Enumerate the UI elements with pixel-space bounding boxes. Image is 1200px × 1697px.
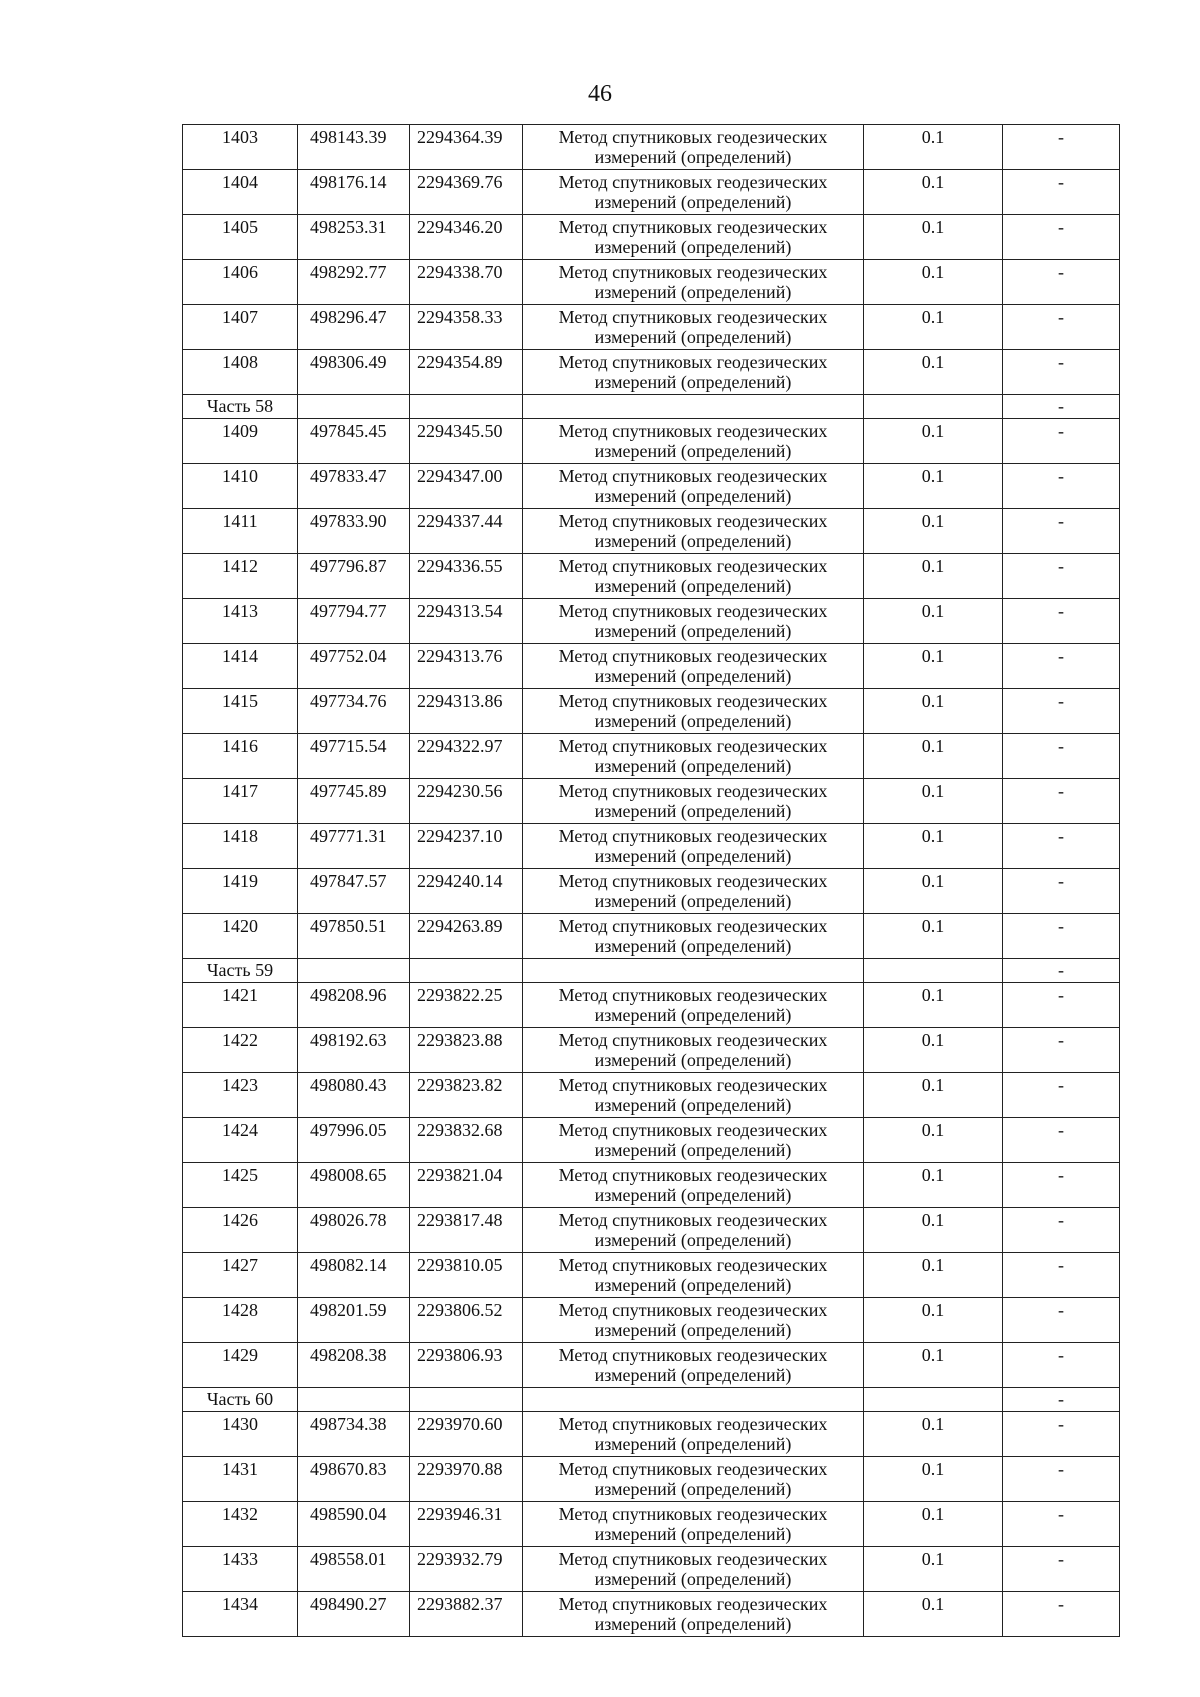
section-row (183, 395, 1120, 419)
description-cell: - (1003, 1253, 1120, 1298)
y-coordinate-cell: 2294313.76 (410, 644, 523, 689)
y-coordinate-cell: 2294313.54 (410, 599, 523, 644)
y-coordinate-cell: 2294364.39 (410, 125, 523, 170)
section-title: Часть 60 (183, 1388, 298, 1412)
y-coordinate-cell: 2294336.55 (410, 554, 523, 599)
y-coordinate-cell: 2293882.37 (410, 1592, 523, 1637)
method-cell: Метод спутниковых геодезических измерений (определений) (523, 1208, 864, 1253)
table-row (183, 350, 1120, 395)
accuracy-cell: 0.1 (864, 1547, 1003, 1592)
point-number-cell: 1418 (183, 824, 298, 869)
x-coordinate-cell: 497752.04 (298, 644, 410, 689)
description-cell: - (1003, 824, 1120, 869)
description-cell: - (1003, 1592, 1120, 1637)
accuracy-cell: 0.1 (864, 869, 1003, 914)
accuracy-cell: 0.1 (864, 170, 1003, 215)
x-coordinate-cell: 498008.65 (298, 1163, 410, 1208)
x-coordinate-cell: 497734.76 (298, 689, 410, 734)
x-coordinate-cell: 498490.27 (298, 1592, 410, 1637)
accuracy-cell: 0.1 (864, 824, 1003, 869)
method-cell: Метод спутниковых геодезических измерений (определений) (523, 1073, 864, 1118)
table-row (183, 599, 1120, 644)
accuracy-cell: 0.1 (864, 260, 1003, 305)
x-coordinate-cell: 498253.31 (298, 215, 410, 260)
description-cell: - (1003, 125, 1120, 170)
method-cell: Метод спутниковых геодезических измерений (определений) (523, 1343, 864, 1388)
accuracy-cell: 0.1 (864, 1118, 1003, 1163)
y-coordinate-cell: 2294230.56 (410, 779, 523, 824)
empty-cell (864, 395, 1003, 419)
description-cell: - (1003, 983, 1120, 1028)
table-row (183, 1457, 1120, 1502)
x-coordinate-cell: 498292.77 (298, 260, 410, 305)
description-cell: - (1003, 1388, 1120, 1412)
y-coordinate-cell: 2294345.50 (410, 419, 523, 464)
table-row (183, 125, 1120, 170)
method-cell: Метод спутниковых геодезических измерений (определений) (523, 1502, 864, 1547)
point-number-cell: 1410 (183, 464, 298, 509)
accuracy-cell: 0.1 (864, 734, 1003, 779)
table-row (183, 869, 1120, 914)
table-row (183, 644, 1120, 689)
y-coordinate-cell: 2294358.33 (410, 305, 523, 350)
y-coordinate-cell: 2293823.82 (410, 1073, 523, 1118)
x-coordinate-cell: 498208.38 (298, 1343, 410, 1388)
description-cell: - (1003, 419, 1120, 464)
method-cell: Метод спутниковых геодезических измерений (определений) (523, 779, 864, 824)
x-coordinate-cell: 497833.90 (298, 509, 410, 554)
description-cell: - (1003, 1073, 1120, 1118)
method-cell: Метод спутниковых геодезических измерений (определений) (523, 260, 864, 305)
x-coordinate-cell: 498143.39 (298, 125, 410, 170)
method-cell: Метод спутниковых геодезических измерений (определений) (523, 419, 864, 464)
accuracy-cell: 0.1 (864, 1412, 1003, 1457)
empty-cell (410, 959, 523, 983)
empty-cell (410, 1388, 523, 1412)
x-coordinate-cell: 497771.31 (298, 824, 410, 869)
point-number-cell: 1421 (183, 983, 298, 1028)
point-number-cell: 1432 (183, 1502, 298, 1547)
description-cell: - (1003, 170, 1120, 215)
point-number-cell: 1429 (183, 1343, 298, 1388)
x-coordinate-cell: 498201.59 (298, 1298, 410, 1343)
method-cell: Метод спутниковых геодезических измерений (определений) (523, 125, 864, 170)
x-coordinate-cell: 498176.14 (298, 170, 410, 215)
x-coordinate-cell: 498208.96 (298, 983, 410, 1028)
point-number-cell: 1430 (183, 1412, 298, 1457)
method-cell: Метод спутниковых геодезических измерений (определений) (523, 1592, 864, 1637)
method-cell: Метод спутниковых геодезических измерений (определений) (523, 1118, 864, 1163)
accuracy-cell: 0.1 (864, 1343, 1003, 1388)
table-row (183, 779, 1120, 824)
x-coordinate-cell: 498026.78 (298, 1208, 410, 1253)
description-cell: - (1003, 1028, 1120, 1073)
x-coordinate-cell: 497850.51 (298, 914, 410, 959)
y-coordinate-cell: 2294346.20 (410, 215, 523, 260)
table-row (183, 1547, 1120, 1592)
y-coordinate-cell: 2293817.48 (410, 1208, 523, 1253)
point-number-cell: 1405 (183, 215, 298, 260)
x-coordinate-cell: 497796.87 (298, 554, 410, 599)
method-cell: Метод спутниковых геодезических измерений (определений) (523, 1298, 864, 1343)
accuracy-cell: 0.1 (864, 1073, 1003, 1118)
method-cell: Метод спутниковых геодезических измерений (определений) (523, 509, 864, 554)
y-coordinate-cell: 2294347.00 (410, 464, 523, 509)
method-cell: Метод спутниковых геодезических измерений (определений) (523, 644, 864, 689)
accuracy-cell: 0.1 (864, 554, 1003, 599)
page-number: 46 (588, 81, 612, 107)
method-cell: Метод спутниковых геодезических измерений (определений) (523, 350, 864, 395)
y-coordinate-cell: 2294263.89 (410, 914, 523, 959)
accuracy-cell: 0.1 (864, 983, 1003, 1028)
table-row (183, 1592, 1120, 1637)
point-number-cell: 1427 (183, 1253, 298, 1298)
method-cell: Метод спутниковых геодезических измерений (определений) (523, 599, 864, 644)
table-row (183, 170, 1120, 215)
accuracy-cell: 0.1 (864, 689, 1003, 734)
table-row (183, 260, 1120, 305)
accuracy-cell: 0.1 (864, 215, 1003, 260)
x-coordinate-cell: 498670.83 (298, 1457, 410, 1502)
empty-cell (523, 1388, 864, 1412)
y-coordinate-cell: 2293970.60 (410, 1412, 523, 1457)
accuracy-cell: 0.1 (864, 305, 1003, 350)
method-cell: Метод спутниковых геодезических измерений (определений) (523, 1028, 864, 1073)
table-row (183, 1163, 1120, 1208)
accuracy-cell: 0.1 (864, 1592, 1003, 1637)
section-title: Часть 58 (183, 395, 298, 419)
coordinates-table-body (183, 125, 1120, 1637)
method-cell: Метод спутниковых геодезических измерений (определений) (523, 1457, 864, 1502)
point-number-cell: 1428 (183, 1298, 298, 1343)
table-row (183, 1343, 1120, 1388)
method-cell: Метод спутниковых геодезических измерений (определений) (523, 983, 864, 1028)
description-cell: - (1003, 260, 1120, 305)
method-cell: Метод спутниковых геодезических измерений (определений) (523, 1253, 864, 1298)
description-cell: - (1003, 554, 1120, 599)
x-coordinate-cell: 498296.47 (298, 305, 410, 350)
point-number-cell: 1424 (183, 1118, 298, 1163)
table-row (183, 1028, 1120, 1073)
section-row (183, 1388, 1120, 1412)
method-cell: Метод спутниковых геодезических измерений (определений) (523, 1547, 864, 1592)
y-coordinate-cell: 2293810.05 (410, 1253, 523, 1298)
description-cell: - (1003, 1457, 1120, 1502)
point-number-cell: 1409 (183, 419, 298, 464)
point-number-cell: 1416 (183, 734, 298, 779)
point-number-cell: 1414 (183, 644, 298, 689)
table-row (183, 419, 1120, 464)
x-coordinate-cell: 497847.57 (298, 869, 410, 914)
table-row (183, 824, 1120, 869)
y-coordinate-cell: 2293806.93 (410, 1343, 523, 1388)
y-coordinate-cell: 2293832.68 (410, 1118, 523, 1163)
description-cell: - (1003, 305, 1120, 350)
empty-cell (523, 395, 864, 419)
x-coordinate-cell: 498082.14 (298, 1253, 410, 1298)
y-coordinate-cell: 2294354.89 (410, 350, 523, 395)
point-number-cell: 1419 (183, 869, 298, 914)
point-number-cell: 1433 (183, 1547, 298, 1592)
description-cell: - (1003, 599, 1120, 644)
x-coordinate-cell: 497745.89 (298, 779, 410, 824)
y-coordinate-cell: 2293823.88 (410, 1028, 523, 1073)
point-number-cell: 1420 (183, 914, 298, 959)
point-number-cell: 1406 (183, 260, 298, 305)
x-coordinate-cell: 498558.01 (298, 1547, 410, 1592)
description-cell: - (1003, 869, 1120, 914)
description-cell: - (1003, 1343, 1120, 1388)
point-number-cell: 1423 (183, 1073, 298, 1118)
table-row (183, 734, 1120, 779)
x-coordinate-cell: 498734.38 (298, 1412, 410, 1457)
point-number-cell: 1431 (183, 1457, 298, 1502)
y-coordinate-cell: 2294240.14 (410, 869, 523, 914)
point-number-cell: 1415 (183, 689, 298, 734)
x-coordinate-cell: 498306.49 (298, 350, 410, 395)
method-cell: Метод спутниковых геодезических измерений (определений) (523, 824, 864, 869)
point-number-cell: 1425 (183, 1163, 298, 1208)
table-row (183, 1073, 1120, 1118)
table-row (183, 1412, 1120, 1457)
accuracy-cell: 0.1 (864, 1163, 1003, 1208)
y-coordinate-cell: 2293946.31 (410, 1502, 523, 1547)
x-coordinate-cell: 497833.47 (298, 464, 410, 509)
table-row (183, 983, 1120, 1028)
point-number-cell: 1403 (183, 125, 298, 170)
description-cell: - (1003, 644, 1120, 689)
accuracy-cell: 0.1 (864, 464, 1003, 509)
table-row (183, 689, 1120, 734)
accuracy-cell: 0.1 (864, 914, 1003, 959)
empty-cell (410, 395, 523, 419)
y-coordinate-cell: 2294369.76 (410, 170, 523, 215)
section-row (183, 959, 1120, 983)
point-number-cell: 1434 (183, 1592, 298, 1637)
table-row (183, 1208, 1120, 1253)
table-row (183, 1298, 1120, 1343)
description-cell: - (1003, 464, 1120, 509)
method-cell: Метод спутниковых геодезических измерений (определений) (523, 869, 864, 914)
point-number-cell: 1404 (183, 170, 298, 215)
description-cell: - (1003, 1208, 1120, 1253)
accuracy-cell: 0.1 (864, 509, 1003, 554)
method-cell: Метод спутниковых геодезических измерений (определений) (523, 689, 864, 734)
x-coordinate-cell: 498192.63 (298, 1028, 410, 1073)
point-number-cell: 1413 (183, 599, 298, 644)
y-coordinate-cell: 2293821.04 (410, 1163, 523, 1208)
y-coordinate-cell: 2294322.97 (410, 734, 523, 779)
accuracy-cell: 0.1 (864, 125, 1003, 170)
method-cell: Метод спутниковых геодезических измерений (определений) (523, 554, 864, 599)
description-cell: - (1003, 1298, 1120, 1343)
x-coordinate-cell: 498080.43 (298, 1073, 410, 1118)
method-cell: Метод спутниковых геодезических измерений (определений) (523, 734, 864, 779)
table-row (183, 509, 1120, 554)
point-number-cell: 1422 (183, 1028, 298, 1073)
point-number-cell: 1411 (183, 509, 298, 554)
accuracy-cell: 0.1 (864, 1208, 1003, 1253)
method-cell: Метод спутниковых геодезических измерений (определений) (523, 170, 864, 215)
description-cell: - (1003, 779, 1120, 824)
table-row (183, 914, 1120, 959)
table-row (183, 1253, 1120, 1298)
description-cell: - (1003, 959, 1120, 983)
method-cell: Метод спутниковых геодезических измерений (определений) (523, 215, 864, 260)
x-coordinate-cell: 498590.04 (298, 1502, 410, 1547)
x-coordinate-cell: 497794.77 (298, 599, 410, 644)
description-cell: - (1003, 1502, 1120, 1547)
empty-cell (298, 959, 410, 983)
description-cell: - (1003, 1118, 1120, 1163)
method-cell: Метод спутниковых геодезических измерений (определений) (523, 1163, 864, 1208)
accuracy-cell: 0.1 (864, 1253, 1003, 1298)
y-coordinate-cell: 2293806.52 (410, 1298, 523, 1343)
y-coordinate-cell: 2294338.70 (410, 260, 523, 305)
description-cell: - (1003, 734, 1120, 779)
empty-cell (523, 959, 864, 983)
x-coordinate-cell: 497715.54 (298, 734, 410, 779)
section-title: Часть 59 (183, 959, 298, 983)
x-coordinate-cell: 497845.45 (298, 419, 410, 464)
description-cell: - (1003, 1547, 1120, 1592)
method-cell: Метод спутниковых геодезических измерений (определений) (523, 1412, 864, 1457)
accuracy-cell: 0.1 (864, 1298, 1003, 1343)
description-cell: - (1003, 914, 1120, 959)
accuracy-cell: 0.1 (864, 779, 1003, 824)
y-coordinate-cell: 2293932.79 (410, 1547, 523, 1592)
point-number-cell: 1417 (183, 779, 298, 824)
x-coordinate-cell: 497996.05 (298, 1118, 410, 1163)
point-number-cell: 1426 (183, 1208, 298, 1253)
description-cell: - (1003, 1163, 1120, 1208)
accuracy-cell: 0.1 (864, 350, 1003, 395)
empty-cell (298, 1388, 410, 1412)
table-row (183, 464, 1120, 509)
y-coordinate-cell: 2293970.88 (410, 1457, 523, 1502)
y-coordinate-cell: 2294337.44 (410, 509, 523, 554)
description-cell: - (1003, 689, 1120, 734)
description-cell: - (1003, 215, 1120, 260)
point-number-cell: 1407 (183, 305, 298, 350)
empty-cell (298, 395, 410, 419)
accuracy-cell: 0.1 (864, 419, 1003, 464)
description-cell: - (1003, 1412, 1120, 1457)
table-row (183, 554, 1120, 599)
method-cell: Метод спутниковых геодезических измерений (определений) (523, 305, 864, 350)
point-number-cell: 1412 (183, 554, 298, 599)
table-row (183, 305, 1120, 350)
accuracy-cell: 0.1 (864, 644, 1003, 689)
y-coordinate-cell: 2294313.86 (410, 689, 523, 734)
point-number-cell: 1408 (183, 350, 298, 395)
table-row (183, 215, 1120, 260)
accuracy-cell: 0.1 (864, 599, 1003, 644)
description-cell: - (1003, 509, 1120, 554)
accuracy-cell: 0.1 (864, 1502, 1003, 1547)
description-cell: - (1003, 350, 1120, 395)
method-cell: Метод спутниковых геодезических измерений (определений) (523, 914, 864, 959)
empty-cell (864, 959, 1003, 983)
table-row (183, 1502, 1120, 1547)
description-cell: - (1003, 395, 1120, 419)
coordinates-table (182, 124, 1120, 1637)
method-cell: Метод спутниковых геодезических измерений (определений) (523, 464, 864, 509)
accuracy-cell: 0.1 (864, 1028, 1003, 1073)
y-coordinate-cell: 2294237.10 (410, 824, 523, 869)
table-row (183, 1118, 1120, 1163)
empty-cell (864, 1388, 1003, 1412)
y-coordinate-cell: 2293822.25 (410, 983, 523, 1028)
accuracy-cell: 0.1 (864, 1457, 1003, 1502)
